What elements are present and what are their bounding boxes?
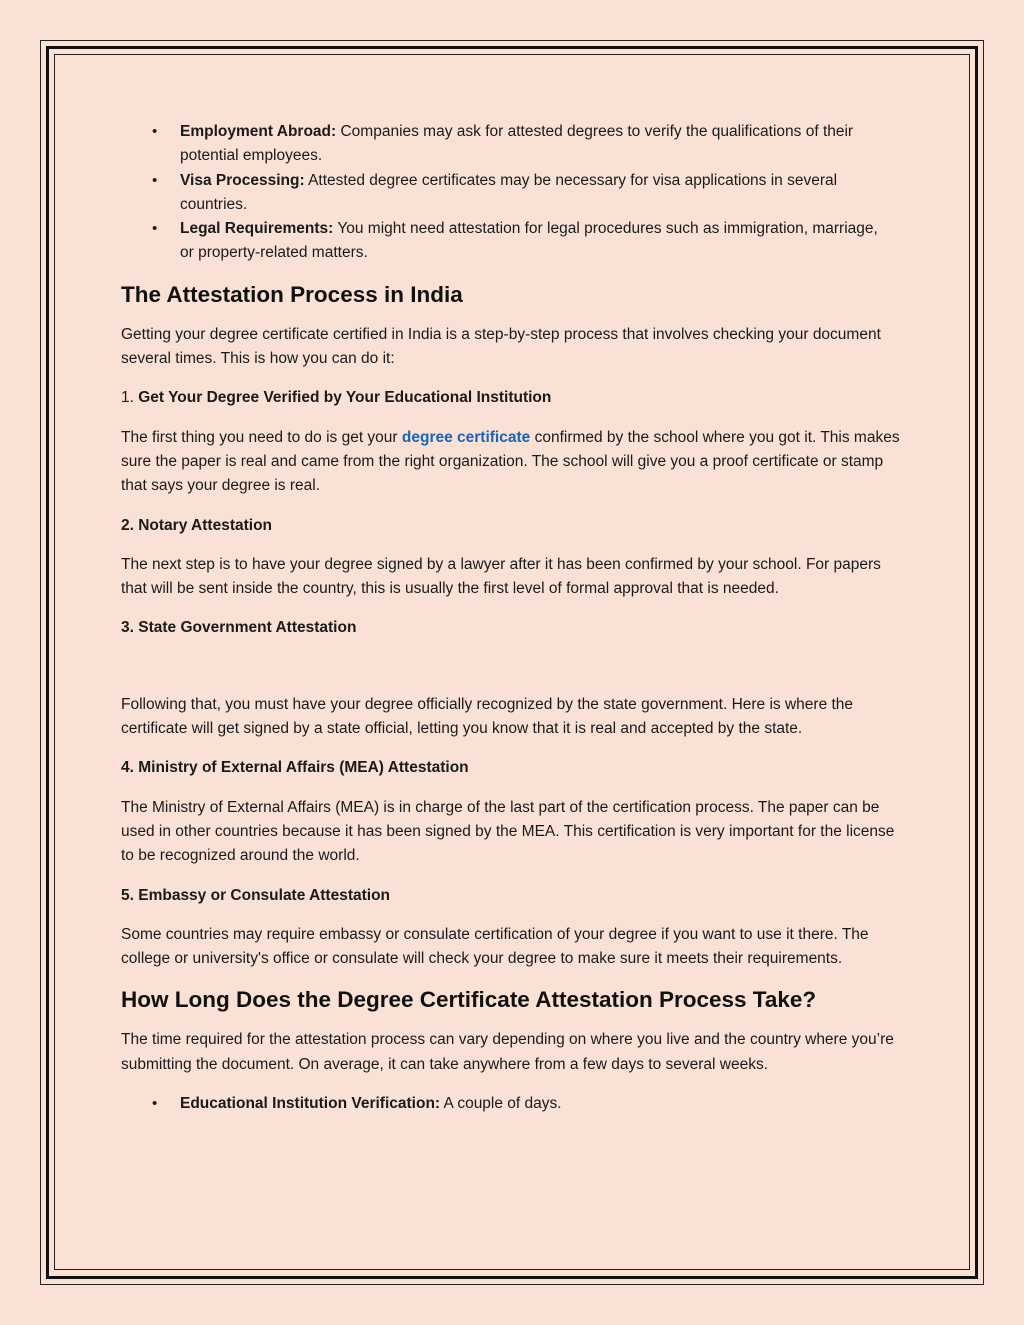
step-2-paragraph: The next step is to have your degree signed by a lawyer after it has been confirmed by your school. For papers that will be sent inside the country, this is usually the first level of formal approval that is needed. [121, 555, 881, 598]
bullet-label: Legal Requirements: [180, 220, 334, 238]
list-item [121, 217, 911, 266]
section-heading-duration: How Long Does the Degree Certificate Attestation Process Take? [121, 987, 817, 1013]
bullet-text: Attested degree certificates may be necessary for visa applications in several countries. [180, 171, 838, 213]
degree-certificate-link[interactable]: degree certificate [401, 428, 531, 446]
step-3-heading: 3. State Government Attestation [121, 619, 357, 637]
step-4-paragraph: The Ministry of External Affairs (MEA) is in charge of the last part of the certification process. The paper can be used in other countries because it has been signed by the MEA. This certification is very important for the license to be recognized around the world. [121, 798, 895, 865]
bullet-text: A couple of days. [440, 1095, 562, 1113]
section-intro-paragraph: Getting your degree certificate certified in India is a step-by-step process that involves checking your document several times. This is how you can do it: [121, 325, 881, 368]
step-1-number: 1. [121, 389, 134, 407]
bullet-text: You might need attestation for legal procedures such as immigration, marriage, or property-related matters. [180, 220, 878, 262]
bullet-icon: • [152, 1095, 158, 1113]
step-4-heading: 4. Ministry of External Affairs (MEA) Attestation [121, 759, 469, 777]
duration-bullet-list [121, 1092, 911, 1116]
bullet-label: Educational Institution Verification: [180, 1095, 441, 1113]
step-3-paragraph: Following that, you must have your degree officially recognized by the state government. Here is where the certificate will get signed by a state official, letting you know that it is real and accepted by the state. [121, 695, 854, 738]
step-1-text-after: confirmed by the school where you got it. This makes sure the paper is real and came from the right organization. The school will give you a proof certificate or stamp that says your degree is real. [121, 428, 900, 495]
bullet-icon: • [152, 220, 158, 238]
step-1-paragraph [121, 426, 911, 499]
step-5-paragraph: Some countries may require embassy or consulate certification of your degree if you want to use it there. The college or university's office or consulate will check your degree to make sure it meets their requirements. [121, 925, 869, 968]
document-body [121, 120, 911, 1116]
step-1-heading [121, 386, 911, 410]
bullet-text: Companies may ask for attested degrees to verify the qualifications of their potential employees. [180, 123, 854, 165]
intro-bullet-list [121, 120, 911, 266]
list-item [121, 169, 911, 218]
section-heading-attestation-process: The Attestation Process in India [121, 281, 463, 307]
bullet-label: Visa Processing: [180, 171, 305, 189]
step-5-heading: 5. Embassy or Consulate Attestation [121, 886, 391, 904]
step-1-text-before: The first thing you need to do is get your [121, 428, 402, 446]
step-1-title: Get Your Degree Verified by Your Educational Institution [138, 389, 552, 407]
bullet-label: Employment Abroad: [180, 123, 337, 140]
duration-intro-paragraph: The time required for the attestation process can vary depending on where you live and the country where you’re submitting the document. On average, it can take anywhere from a few days to several weeks. [121, 1031, 894, 1073]
step-2-heading: 2. Notary Attestation [121, 516, 273, 534]
bullet-icon: • [152, 171, 158, 189]
list-item [121, 1092, 911, 1116]
list-item [121, 120, 911, 169]
bullet-icon: • [152, 123, 158, 140]
